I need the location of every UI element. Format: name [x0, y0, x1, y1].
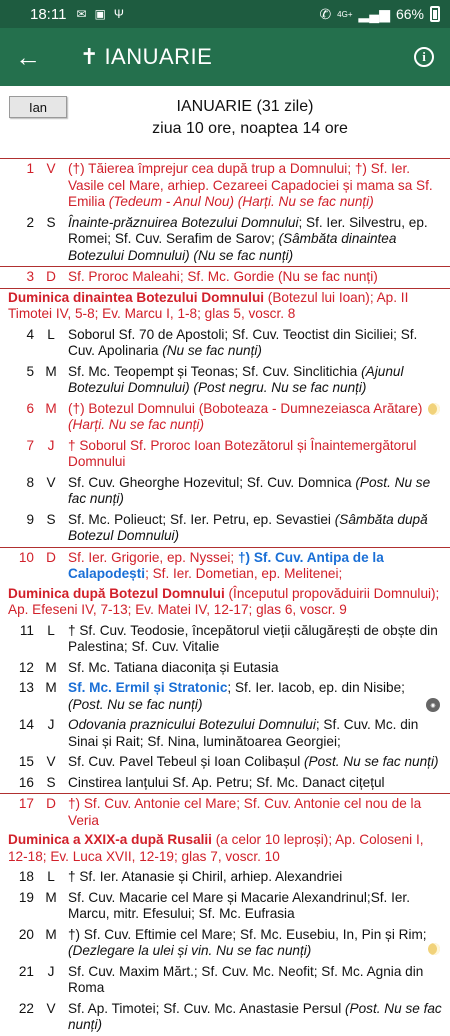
day-row[interactable]: 17 D †) Sf. Cuv. Antonie cel Mare; Sf. Cuv. Antonie cel nou de la Veria	[18, 796, 422, 828]
day-row[interactable]: 9 S Sf. Mc. Polieuct; Sf. Ier. Petru, ep. Sevastiei (Sâmbăta după Botezul Domnului)	[0, 510, 450, 548]
day-row[interactable]: 19 M Sf. Cuv. Macarie cel Mare și Macarie Alexandrinul;Sf. Ier. Marcu, mitr. Efesului; Sf. Mc. Eufrasia	[18, 889, 410, 921]
sunday-reading: Duminica a XXIX-a după Rusalii (a celor 10 leproși); Ap. Coloseni I, 12-18; Ev. Luca XVII, 12-19; glas 7, voscr. 10	[8, 832, 424, 864]
moon-phase-icon	[428, 943, 440, 955]
day-row[interactable]: 2 S Înainte-prăznuirea Botezului Domnului; Sf. Ier. Silvestru, ep. Romei; Sf. Cuv. Serafim de Sarov; (Sâmbăta dinaintea Botezului Domnului) (Nu se fac nunți)	[26, 214, 428, 263]
day-row[interactable]: 7 J † Soborul Sf. Proroc Ioan Botezătorul și Înaintemergătorul Domnului	[26, 437, 417, 469]
signal-icon: 4G+	[337, 9, 353, 19]
cross-icon: ✝	[80, 44, 99, 69]
month-button[interactable]: Ian	[9, 96, 67, 118]
full-moon-icon	[428, 403, 440, 415]
status-right	[319, 6, 440, 23]
call-icon: ✆	[319, 5, 332, 22]
day-row[interactable]: 15 V Sf. Cuv. Pavel Tebeul și Ioan Colibașul (Post. Nu se fac nunți)	[18, 754, 439, 769]
notification-icons	[76, 7, 123, 21]
calendar-list[interactable]	[0, 158, 450, 1036]
app-bar	[0, 28, 450, 86]
day-row[interactable]: 16 S Cinstirea lanțului Sf. Ap. Petru; Sf. Mc. Danact cițețul	[0, 773, 450, 795]
day-row[interactable]: 21 J Sf. Cuv. Maxim Mărt.; Sf. Cuv. Mc. Neofit; Sf. Mc. Agnia din Roma	[18, 963, 424, 995]
day-row[interactable]: 20 M †) Sf. Cuv. Eftimie cel Mare; Sf. Mc. Eusebiu, In, Pin și Rim; (Dezlegare la ulei și vin. Nu se fac nunți)	[18, 926, 427, 958]
day-row[interactable]: 13 M Sf. Mc. Ermil și Stratonic; Sf. Ier. Iacob, ep. din Nisibe; (Post. Nu se fac nunți)	[18, 680, 405, 712]
day-row[interactable]: 14 J Odovania praznicului Botezului Domnului; Sf. Cuv. Mc. din Sinai și Rait; Sf. Nina, luminătoarea Georgiei;	[18, 717, 419, 749]
sunday-reading: Duminica după Botezul Domnului (Începutul propovăduirii Domnului); Ap. Efeseni IV, 7-13; Ev. Matei IV, 12-17; glas 6, voscr. 9	[8, 585, 440, 617]
page-title: IANUARIE	[104, 44, 213, 69]
month-summary: IANUARIE (31 zile)	[176, 98, 314, 115]
info-icon[interactable]: i	[414, 47, 434, 67]
image-icon: ▣	[94, 7, 106, 21]
month-header	[0, 98, 450, 138]
message-icon: ✉	[76, 7, 87, 21]
day-row[interactable]: 11 L † Sf. Cuv. Teodosie, începătorul vieții călugărești de obște din Palestina; Sf. Cuv. Vitalie	[19, 622, 438, 654]
usb-icon: Ψ	[113, 7, 124, 21]
day-row[interactable]: 10 D Sf. Ier. Grigorie, ep. Nyssei; †) Sf. Cuv. Antipa de la Calapodești; Sf. Ier. Dometian, ep. Melitenei;	[18, 549, 384, 581]
day-row[interactable]: 1 V (†) Tăierea împrejur cea după trup a Domnului; †) Sf. Ier. Vasile cel Mare, arhiep. Cezareei Capadociei și mama sa Sf. Emilia (Tedeum - Anul Nou) (Harți. Nu se fac nunți)	[26, 161, 433, 209]
day-row[interactable]: 8 V Sf. Cuv. Gheorghe Hozevitul; Sf. Cuv. Domnica (Post. Nu se fac nunți)	[26, 474, 431, 506]
day-row[interactable]: 4 L Soborul Sf. 70 de Apostoli; Sf. Cuv. Teoctist din Siciliei; Sf. Cuv. Apolinaria (Nu se fac nunți)	[26, 326, 418, 358]
day-row[interactable]: 3 D Sf. Proroc Maleahi; Sf. Mc. Gordie (Nu se fac nunți)	[0, 266, 450, 289]
battery-icon	[430, 6, 440, 22]
back-arrow-icon[interactable]: ←	[15, 41, 41, 72]
day-length: ziua 10 ore, noaptea 14 ore	[152, 120, 348, 137]
day-row[interactable]: 12 M Sf. Mc. Tatiana diaconița și Eutasia	[18, 659, 279, 675]
day-row[interactable]: 22 V Sf. Ap. Timotei; Sf. Cuv. Mc. Anastasie Persul (Post. Nu se fac nunți)	[18, 1000, 442, 1032]
day-row[interactable]: 18 L † Sf. Ier. Atanasie și Chiril, arhiep. Alexandriei	[18, 869, 343, 884]
overlay-bubble-icon[interactable]: ◉	[426, 698, 440, 712]
battery-percent: 66%	[395, 6, 424, 22]
day-row[interactable]: 6 M (†) Botezul Domnului (Boboteaza - Dumnezeiasca Arătare) (Harți. Nu se fac nunți)	[26, 400, 423, 432]
day-row[interactable]: 5 M Sf. Mc. Teopempt și Teonas; Sf. Cuv. Sinclitichia (Ajunul Botezului Domnului) (Post negru. Nu se fac nunți)	[26, 363, 404, 395]
signal-bars-icon: ▂▄▆	[358, 5, 390, 22]
sunday-reading: Duminica dinaintea Botezului Domnului (Botezul lui Ioan); Ap. II Timotei IV, 5-8; Ev. Marcu I, 1-8; glas 5, voscr. 8	[8, 289, 409, 321]
status-bar	[0, 0, 450, 28]
status-time: 18:11	[30, 5, 67, 23]
